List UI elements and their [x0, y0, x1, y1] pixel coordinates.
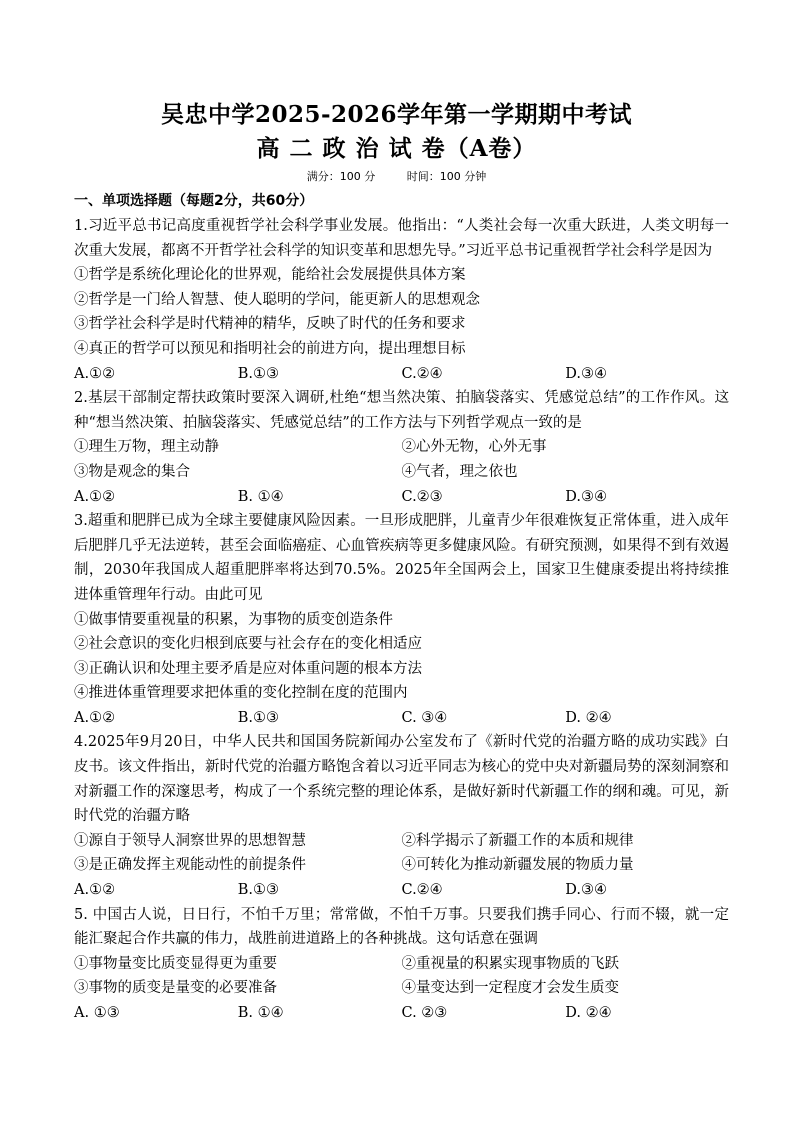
statement-item: ③事物的质变是量变的必要准备 [74, 980, 277, 997]
statement-item: ①事物量变比质变显得更为重要 [74, 955, 277, 972]
statement-item: ②心外无物，心外无事 [401, 439, 547, 456]
choice-a: A.①② [74, 365, 116, 382]
choice-c: C.②④ [401, 365, 443, 382]
answer-choices [74, 485, 729, 510]
choice-a: A.①② [74, 709, 116, 726]
question-stem: 3.超重和肥胖已成为全球主要健康风险因素。一旦形成肥胖，儿童青少年很难恢复正常体重，进入成年后肥胖几乎无法逆转，甚至会面临癌症、心血管疾病等更多健康风险。有研究预测，如果得不到有效遏制，2030年我国成人超重肥胖率将达到70.5%。2025年全国两会上，国家卫生健康委提出将持续推进体重管理年行动。由此可见 [74, 513, 729, 603]
answer-choices [74, 1001, 729, 1026]
choice-c: C. ③④ [401, 709, 448, 726]
question-2 [74, 386, 729, 509]
exam-time: 时间：100 分钟 [406, 170, 487, 183]
statement-row [74, 435, 729, 460]
statement-item: ④量变达到一定程度才会发生质变 [401, 980, 619, 997]
statement-row [74, 460, 729, 485]
statement-item: ①理生万物，理主动静 [74, 439, 219, 456]
question-4 [74, 730, 729, 902]
statement-item: ③哲学社会科学是时代精神的精华，反映了时代的任务和要求 [74, 316, 466, 333]
statement-item: ③物是观念的集合 [74, 463, 190, 480]
choice-c: C. ②③ [401, 1005, 448, 1021]
full-score: 满分：100 分 [306, 170, 376, 183]
section-title: 一、单项选择题（每题2分，共60分） [74, 193, 314, 209]
exam-meta [0, 168, 793, 184]
choice-b: B.①③ [237, 709, 280, 726]
question-stem: 4.2025年9月20日，中华人民共和国国务院新闻办公室发布了《新时代党的治疆方略的成功实践》白皮书。该文件指出，新时代党的治疆方略饱含着以习近平同志为核心的党中央对新疆局势的深刻洞察和对新疆工作的深邃思考，构成了一个系统完整的理论体系，是做好新时代新疆工作的纲和魂。可见，新时代党的治疆方略 [74, 734, 729, 825]
choice-a: A.①② [74, 882, 116, 899]
choice-d: D.③④ [565, 488, 607, 505]
question-stem: 1.习近平总书记高度重视哲学社会科学事业发展。他指出：“人类社会每一次重大跃进，人类文明每一次重大发展，都离不开哲学社会科学的知识变革和思想先导。”习近平总书记重视哲学社会科学是因为 [74, 218, 729, 259]
choice-a: A.①② [74, 488, 116, 505]
question-list [74, 214, 729, 1026]
choice-d: D. ②④ [565, 1005, 612, 1021]
choice-a: A. ①③ [74, 1005, 120, 1021]
statement-item: ④气者，理之依也 [401, 463, 518, 480]
choice-b: B.①③ [237, 882, 280, 899]
statement-item: ①哲学是系统化理论化的世界观，能给社会发展提供具体方案 [74, 267, 466, 284]
answer-choices [74, 706, 729, 731]
statement-item: ④可转化为推动新疆发展的物质力量 [401, 857, 634, 874]
exam-title: 吴忠中学2025-2026学年第一学期期中考试 [160, 101, 633, 128]
answer-choices [74, 362, 729, 387]
statement-item: ④真正的哲学可以预见和指明社会的前进方向，提出理想目标 [74, 340, 466, 357]
choice-b: B. ①④ [237, 488, 284, 505]
statement-row [74, 853, 729, 878]
statement-row [74, 976, 729, 1001]
statement-item: ②哲学是一门给人智慧、使人聪明的学问，能更新人的思想观念 [74, 291, 480, 308]
choice-d: D. ②④ [565, 709, 612, 726]
statement-item: ①源自于领导人洞察世界的思想智慧 [74, 832, 306, 849]
statement-item: ②重视量的积累实现事物质的飞跃 [401, 955, 619, 972]
answer-choices [74, 878, 729, 903]
choice-d: D.③④ [565, 882, 607, 899]
choice-c: C.②③ [401, 488, 443, 505]
statement-item: ②科学揭示了新疆工作的本质和规律 [401, 832, 634, 849]
question-5 [74, 903, 729, 1026]
statement-item: ④推进体重管理要求把体重的变化控制在度的范围内 [74, 685, 408, 702]
choice-b: B.①③ [237, 365, 280, 382]
statement-item: ②社会意识的变化归根到底要与社会存在的变化相适应 [74, 636, 422, 653]
exam-subtitle: 高 二 政 治 试 卷（A卷） [256, 135, 537, 162]
statement-row [74, 829, 729, 854]
choice-b: B. ①④ [237, 1005, 284, 1021]
statement-item: ①做事情要重视量的积累，为事物的质变创造条件 [74, 611, 393, 628]
question-stem: 2.基层干部制定帮扶政策时要深入调研,杜绝“想当然决策、拍脑袋落实、凭感觉总结”的工作作风。这种“想当然决策、拍脑袋落实、凭感觉总结”的工作方法与下列哲学观点一致的是 [74, 390, 729, 431]
choice-d: D.③④ [565, 365, 607, 382]
question-3 [74, 509, 729, 730]
question-stem: 5. 中国古人说，日日行，不怕千万里；常常做，不怕千万事。只要我们携手同心、行而不辍，就一定能汇聚起合作共赢的伟力，战胜前进道路上的各种挑战。这句话意在强调 [74, 906, 729, 948]
choice-c: C.②④ [401, 882, 443, 899]
statement-item: ③正确认识和处理主要矛盾是应对体重问题的根本方法 [74, 660, 422, 677]
statement-item: ③是正确发挥主观能动性的前提条件 [74, 857, 306, 874]
question-1 [74, 214, 729, 386]
statement-row [74, 952, 729, 977]
